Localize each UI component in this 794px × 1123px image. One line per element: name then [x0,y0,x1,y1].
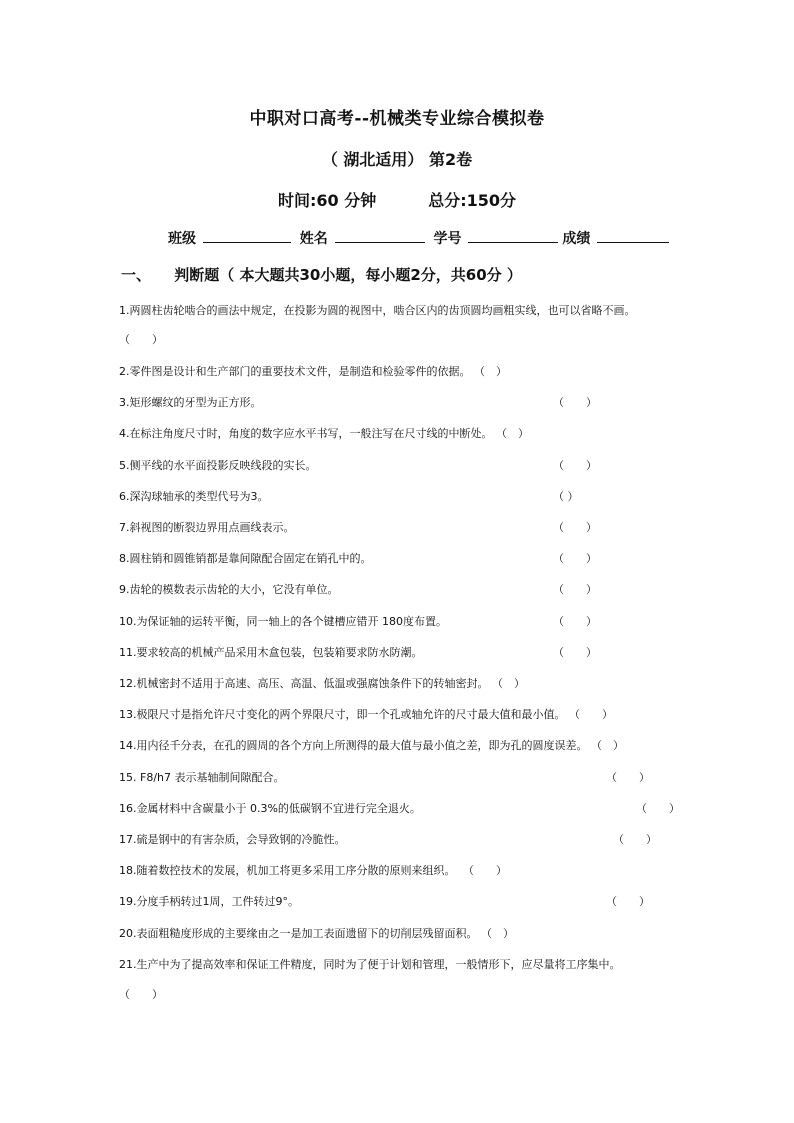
question-text: 13.极限尺寸是指允许尺寸变化的两个界限尺寸，即一个孔或轴允许的尺寸最大值和最小值。 [119,708,566,721]
question-21-answer[interactable] [119,988,163,1002]
question-9 [119,583,339,597]
time-score-line [0,188,794,211]
question-5-answer[interactable] [553,459,597,473]
question-18 [119,864,507,878]
question-6-answer[interactable] [553,490,579,504]
score-blank[interactable] [597,228,669,243]
question-10 [119,615,447,629]
name-label: 姓名 [299,231,328,247]
answer-parens[interactable]: （ ） [606,771,650,784]
answer-parens[interactable]: （ ） [553,459,597,472]
question-text: 4.在标注角度尺寸时，角度的数字应水平书写，一般注写在尺寸线的中断处。 [119,427,493,440]
question-text: 5.侧平线的水平面投影反映线段的实长。 [119,459,317,472]
question-16-answer[interactable] [636,802,680,816]
question-8 [119,552,372,566]
answer-parens[interactable]: （ ） [119,988,163,1001]
answer-parens[interactable]: （ ） [569,708,613,721]
question-text: 3.矩形螺纹的牙型为正方形。 [119,396,262,409]
question-text: 15. F8/h7 表示基轴制间隙配合。 [119,771,285,784]
section-title: 判断题（ 本大题共30小题，每小题2分，共60分 ） [174,266,522,284]
answer-parens[interactable]: （ ） [481,927,514,940]
question-text: 16.金属材料中含碳量小于 0.3%的低碳钢不宜进行完全退火。 [119,802,421,815]
student-info-line [168,228,673,248]
question-15-answer[interactable] [606,771,650,785]
question-9-answer[interactable] [553,583,597,597]
question-text: 9.齿轮的模数表示齿轮的大小，它没有单位。 [119,583,339,596]
question-7 [119,521,295,535]
question-20 [119,927,514,941]
answer-parens[interactable]: （ ） [553,552,597,565]
page-title: 中职对口高考--机械类专业综合模拟卷 [249,109,545,129]
class-blank[interactable] [203,228,291,243]
answer-parens[interactable]: （ ） [636,802,680,815]
question-text: 14.用内径千分表，在孔的圆周的各个方向上所测得的最大值与最小值之差，即为孔的圆度误差。 [119,739,588,752]
answer-parens[interactable]: （ ） [613,833,657,846]
score-label: 成绩 [562,231,591,247]
answer-parens[interactable]: （ ） [496,427,529,440]
question-text: 17.硫是钢中的有害杂质，会导致钢的冷脆性。 [119,833,346,846]
id-blank[interactable] [468,228,558,243]
question-text: 20.表面粗糙度形成的主要缘由之一是加工表面遗留下的切削层残留面积。 [119,927,478,940]
question-text: 2.零件图是设计和生产部门的重要技术文件，是制造和检验零件的依据。 [119,365,471,378]
question-19-answer[interactable] [606,895,650,909]
question-8-answer[interactable] [553,552,597,566]
question-5 [119,459,317,473]
question-17-answer[interactable] [613,833,657,847]
question-11-answer[interactable] [553,646,597,660]
question-3-answer[interactable] [553,396,597,410]
answer-parens[interactable]: （ ） [553,646,597,659]
question-15 [119,771,285,785]
question-text: 8.圆柱销和圆锥销都是靠间隙配合固定在销孔中的。 [119,552,372,565]
answer-parens[interactable]: （ ） [553,490,579,503]
question-text: 7.斜视图的断裂边界用点画线表示。 [119,521,295,534]
question-4 [119,427,529,441]
answer-parens[interactable]: （ ） [606,895,650,908]
question-17 [119,833,346,847]
question-3 [119,396,262,410]
answer-parens[interactable]: （ ） [553,521,597,534]
answer-parens[interactable]: （ ） [474,365,507,378]
question-6 [119,490,269,504]
id-label: 学号 [433,231,462,247]
page-subtitle: （ 湖北适用） 第2卷 [321,150,473,169]
section-number: 一、 [121,266,152,284]
question-1-answer[interactable] [119,333,163,347]
question-1 [119,304,636,318]
question-2 [119,365,507,379]
answer-parens[interactable]: （ ） [463,864,507,877]
question-text: 21.生产中为了提高效率和保证工件精度，同时为了便于计划和管理，一般情形下，应尽量将工序集中。 [119,958,621,971]
question-14 [119,739,624,753]
question-text: 12.机械密封不适用于高速、高压、高温、低温或强腐蚀条件下的转轴密封。 [119,677,489,690]
name-blank[interactable] [335,228,425,243]
question-text: 11.要求较高的机械产品采用木盒包装，包装箱要求防水防潮。 [119,646,423,659]
class-label: 班级 [168,231,196,247]
total-score: 总分:150分 [428,191,517,210]
question-16 [119,802,421,816]
question-text: 18.随着数控技术的发展，机加工将更多采用工序分散的原则来组织。 [119,864,456,877]
exam-time: 时间:60 分钟 [277,191,377,210]
question-text: 19.分度手柄转过1周，工件转过9°。 [119,895,299,908]
answer-parens[interactable]: （ ） [119,333,163,346]
section-heading [121,264,522,285]
answer-parens[interactable]: （ ） [492,677,525,690]
question-text: 10.为保证轴的运转平衡，同一轴上的各个键槽应错开 180度布置。 [119,615,447,628]
question-19 [119,895,299,909]
question-21 [119,958,621,972]
question-11 [119,646,423,660]
question-13 [119,708,613,722]
answer-parens[interactable]: （ ） [553,615,597,628]
answer-parens[interactable]: （ ） [591,739,624,752]
question-7-answer[interactable] [553,521,597,535]
question-12 [119,677,525,691]
answer-parens[interactable]: （ ） [553,396,597,409]
question-text: 1.两圆柱齿轮啮合的画法中规定，在投影为圆的视图中，啮合区内的齿顶圆均画粗实线，也可以省略不画。 [119,304,636,317]
answer-parens[interactable]: （ ） [553,583,597,596]
question-text: 6.深沟球轴承的类型代号为3。 [119,490,269,503]
question-10-answer[interactable] [553,615,597,629]
